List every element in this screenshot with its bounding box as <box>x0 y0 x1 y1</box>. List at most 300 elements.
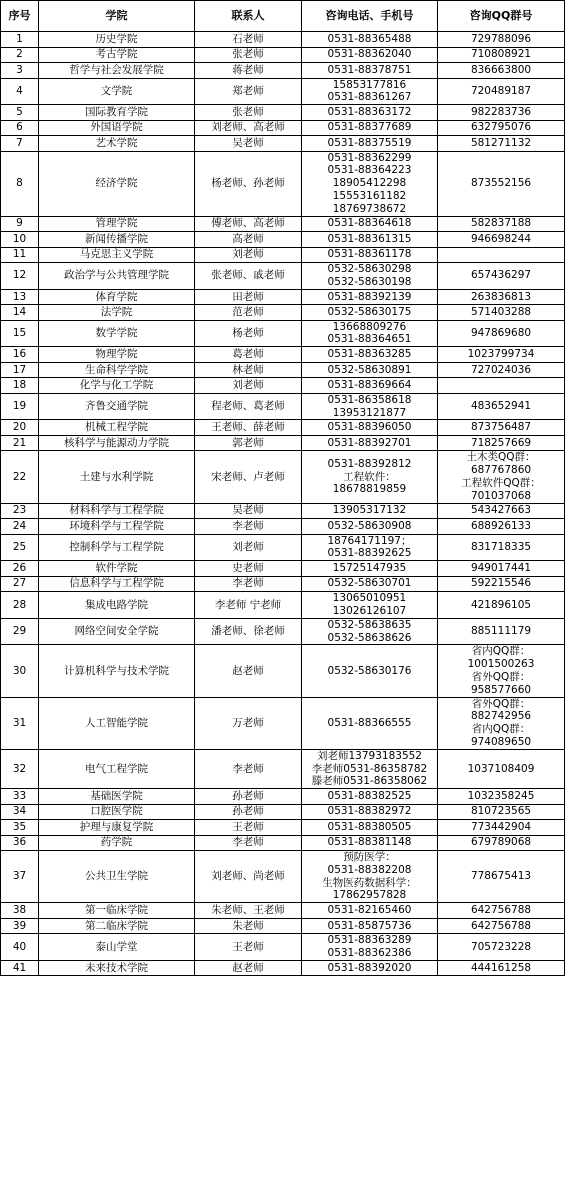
table-row <box>1 534 565 561</box>
contact-person: 万老师 <box>195 697 302 749</box>
contact-person: 宋老师、卢老师 <box>195 451 302 503</box>
qq-cell-line: 705723228 <box>470 940 532 953</box>
row-number: 23 <box>1 503 39 519</box>
college-name: 泰山学堂 <box>39 934 195 961</box>
contact-person: 李老师 宁老师 <box>195 592 302 619</box>
college-name: 土建与水利学院 <box>39 451 195 503</box>
qq-cell-line: 718257669 <box>470 436 532 449</box>
qq-cell <box>438 820 565 836</box>
contact-person: 刘老师 <box>195 247 302 263</box>
header-row <box>1 1 565 32</box>
qq-cell-line: 省内QQ群： <box>471 645 531 658</box>
row-number: 39 <box>1 918 39 934</box>
phone-cell-line: 0531-88362299 <box>327 151 412 164</box>
contact-person: 赵老师 <box>195 960 302 976</box>
phone-cell-line: 0531-88396050 <box>327 421 412 434</box>
contact-person: 李老师 <box>195 519 302 535</box>
qq-cell <box>438 576 565 592</box>
contact-person: 石老师 <box>195 32 302 48</box>
qq-cell-line: 483652941 <box>470 400 532 413</box>
row-number: 19 <box>1 393 39 420</box>
phone-cell <box>302 136 438 152</box>
phone-cell-line: 李老师0531-86358782 <box>311 762 428 775</box>
qq-cell <box>438 903 565 919</box>
qq-cell <box>438 789 565 805</box>
qq-cell-line: 873552156 <box>470 177 532 190</box>
qq-cell-line: 946698244 <box>470 232 532 245</box>
college-name: 未来技术学院 <box>39 960 195 976</box>
phone-cell <box>302 263 438 290</box>
qq-cell-line: 882742956 <box>470 710 532 723</box>
college-name: 数学学院 <box>39 320 195 347</box>
college-name: 药学院 <box>39 835 195 851</box>
qq-cell-line: 773442904 <box>470 820 532 833</box>
phone-cell-line: 0531-88362386 <box>327 947 412 960</box>
phone-cell-line: 0532-58638635 <box>327 618 412 631</box>
college-name: 文学院 <box>39 78 195 105</box>
phone-cell-line: 0531-88382525 <box>327 789 412 802</box>
college-name: 外国语学院 <box>39 120 195 136</box>
qq-cell <box>438 592 565 619</box>
qq-cell <box>438 393 565 420</box>
college-name: 软件学院 <box>39 561 195 577</box>
qq-cell-line: 581271132 <box>470 136 532 149</box>
college-name: 基础医学院 <box>39 789 195 805</box>
phone-cell-line: 预防医学： <box>343 851 396 864</box>
phone-cell <box>302 592 438 619</box>
phone-cell-line: 0531-88381148 <box>327 836 412 849</box>
phone-cell <box>302 232 438 248</box>
college-name: 马克思主义学院 <box>39 247 195 263</box>
qq-cell <box>438 305 565 321</box>
table-row <box>1 592 565 619</box>
phone-cell <box>302 851 438 903</box>
qq-cell-line: 263836813 <box>470 290 532 303</box>
row-number: 10 <box>1 232 39 248</box>
qq-cell <box>438 378 565 394</box>
phone-cell <box>302 63 438 79</box>
row-number: 20 <box>1 420 39 436</box>
table-row <box>1 851 565 903</box>
phone-cell-line: 0531-88392701 <box>327 436 412 449</box>
college-name: 化学与化工学院 <box>39 378 195 394</box>
qq-cell <box>438 136 565 152</box>
phone-cell <box>302 393 438 420</box>
college-name: 计算机科学与技术学院 <box>39 645 195 697</box>
phone-cell-line: 0531-85875736 <box>327 919 412 932</box>
qq-cell-line: 421896105 <box>470 598 532 611</box>
qq-cell <box>438 451 565 503</box>
qq-cell-line: 1032358245 <box>467 789 535 802</box>
contact-person: 史老师 <box>195 561 302 577</box>
contact-person: 张老师 <box>195 47 302 63</box>
phone-cell-line: 0531-88392139 <box>327 290 412 303</box>
qq-cell-line: 810723565 <box>470 805 532 818</box>
table-row <box>1 362 565 378</box>
college-name: 集成电路学院 <box>39 592 195 619</box>
qq-cell <box>438 320 565 347</box>
row-number: 28 <box>1 592 39 619</box>
row-number: 24 <box>1 519 39 535</box>
contact-person: 张老师 <box>195 105 302 121</box>
phone-cell <box>302 420 438 436</box>
table-row <box>1 903 565 919</box>
row-number: 37 <box>1 851 39 903</box>
row-number: 33 <box>1 789 39 805</box>
phone-cell <box>302 289 438 305</box>
college-name: 网络空间安全学院 <box>39 618 195 645</box>
row-number: 15 <box>1 320 39 347</box>
phone-cell <box>302 32 438 48</box>
table-row <box>1 247 565 263</box>
row-number: 3 <box>1 63 39 79</box>
qq-cell <box>438 561 565 577</box>
college-name: 哲学与社会发展学院 <box>39 63 195 79</box>
row-number: 8 <box>1 151 39 216</box>
contact-person: 林老师 <box>195 362 302 378</box>
phone-cell-line: 13953121877 <box>332 406 407 419</box>
qq-cell-line: 720489187 <box>470 84 532 97</box>
row-number: 12 <box>1 263 39 290</box>
qq-cell <box>438 960 565 976</box>
phone-cell <box>302 561 438 577</box>
phone-cell-line: 0531-88382208 <box>327 863 412 876</box>
table-row <box>1 960 565 976</box>
phone-cell-line: 18764171197； <box>327 534 412 547</box>
phone-cell <box>302 305 438 321</box>
college-name: 管理学院 <box>39 216 195 232</box>
phone-cell-line: 18678819859 <box>332 483 407 496</box>
header-phone: 咨询电话、手机号 <box>302 1 438 32</box>
qq-cell-line: 543427663 <box>470 504 532 517</box>
phone-cell-line: 0532-58638626 <box>327 631 412 644</box>
phone-cell-line: 0531-88369664 <box>327 379 412 392</box>
row-number: 7 <box>1 136 39 152</box>
contact-person: 潘老师、徐老师 <box>195 618 302 645</box>
qq-cell-line: 679789068 <box>470 836 532 849</box>
college-name: 法学院 <box>39 305 195 321</box>
phone-cell <box>302 618 438 645</box>
phone-cell <box>302 820 438 836</box>
contact-person: 田老师 <box>195 289 302 305</box>
qq-cell-line: 687767860 <box>470 464 532 477</box>
contact-person: 孙老师 <box>195 804 302 820</box>
qq-cell-line: 836663800 <box>470 63 532 76</box>
phone-cell <box>302 576 438 592</box>
phone-cell-line: 15853177816 <box>332 78 407 91</box>
table-row <box>1 918 565 934</box>
qq-cell <box>438 618 565 645</box>
contact-person: 张老师、戚老师 <box>195 263 302 290</box>
college-name: 护理与康复学院 <box>39 820 195 836</box>
row-number: 6 <box>1 120 39 136</box>
contact-person: 刘老师 <box>195 534 302 561</box>
contact-person: 高老师 <box>195 232 302 248</box>
table-row <box>1 151 565 216</box>
qq-cell <box>438 534 565 561</box>
row-number: 17 <box>1 362 39 378</box>
header-college: 学院 <box>39 1 195 32</box>
row-number: 14 <box>1 305 39 321</box>
table-row <box>1 645 565 697</box>
contact-person: 刘老师 <box>195 378 302 394</box>
table-row <box>1 435 565 451</box>
phone-cell-line: 0531-88361315 <box>327 232 412 245</box>
qq-cell <box>438 420 565 436</box>
qq-cell <box>438 435 565 451</box>
phone-cell-line: 15725147935 <box>332 561 407 574</box>
college-name: 控制科学与工程学院 <box>39 534 195 561</box>
phone-cell <box>302 247 438 263</box>
phone-cell <box>302 151 438 216</box>
row-number: 9 <box>1 216 39 232</box>
qq-cell-line: 873756487 <box>470 421 532 434</box>
row-number: 16 <box>1 347 39 363</box>
college-name: 口腔医学院 <box>39 804 195 820</box>
header-contact: 联系人 <box>195 1 302 32</box>
college-name: 历史学院 <box>39 32 195 48</box>
table-row <box>1 347 565 363</box>
contact-person: 王老师、薛老师 <box>195 420 302 436</box>
college-name: 经济学院 <box>39 151 195 216</box>
table-row <box>1 820 565 836</box>
phone-cell <box>302 120 438 136</box>
phone-cell-line: 0532-58630175 <box>327 306 412 319</box>
table-row <box>1 232 565 248</box>
qq-cell <box>438 749 565 788</box>
qq-cell <box>438 232 565 248</box>
contact-person: 郑老师 <box>195 78 302 105</box>
table-row <box>1 120 565 136</box>
phone-cell-line: 0531-88365488 <box>327 32 412 45</box>
row-number: 22 <box>1 451 39 503</box>
header-no: 序号 <box>1 1 39 32</box>
table-row <box>1 32 565 48</box>
qq-cell <box>438 105 565 121</box>
contact-person: 蒋老师 <box>195 63 302 79</box>
table-row <box>1 804 565 820</box>
qq-cell-line: 778675413 <box>470 870 532 883</box>
qq-cell <box>438 503 565 519</box>
header-qq: 咨询QQ群号 <box>438 1 565 32</box>
phone-cell-line: 0531-88377689 <box>327 121 412 134</box>
phone-cell-line: 0531-88361267 <box>327 91 412 104</box>
college-name: 信息科学与工程学院 <box>39 576 195 592</box>
college-name: 机械工程学院 <box>39 420 195 436</box>
phone-cell-line: 18769738672 <box>332 202 407 215</box>
table-row <box>1 697 565 749</box>
phone-cell <box>302 105 438 121</box>
row-number: 34 <box>1 804 39 820</box>
qq-cell-line: 885111179 <box>470 625 532 638</box>
qq-cell-line: 949017441 <box>470 561 532 574</box>
phone-cell <box>302 960 438 976</box>
qq-cell-line: 1037108409 <box>467 762 535 775</box>
row-number: 18 <box>1 378 39 394</box>
qq-cell <box>438 47 565 63</box>
contact-person: 朱老师 <box>195 918 302 934</box>
phone-cell-line: 0532-58630176 <box>327 664 412 677</box>
qq-cell <box>438 289 565 305</box>
contact-person: 李老师 <box>195 749 302 788</box>
phone-cell-line: 13065010951 <box>332 592 407 605</box>
phone-cell-line: 0531-88375519 <box>327 136 412 149</box>
row-number: 32 <box>1 749 39 788</box>
phone-cell-line: 生物医药数据科学： <box>322 876 417 889</box>
phone-cell-line: 0531-86358618 <box>327 393 412 406</box>
row-number: 35 <box>1 820 39 836</box>
qq-cell <box>438 918 565 934</box>
phone-cell-line: 0531-88363172 <box>327 105 412 118</box>
phone-cell <box>302 362 438 378</box>
phone-cell-line: 13905317132 <box>332 504 407 517</box>
qq-cell-line: 632795076 <box>470 121 532 134</box>
phone-cell-line: 0531-88364223 <box>327 164 412 177</box>
college-name: 考古学院 <box>39 47 195 63</box>
contact-person: 王老师 <box>195 820 302 836</box>
row-number: 26 <box>1 561 39 577</box>
college-name: 艺术学院 <box>39 136 195 152</box>
row-number: 31 <box>1 697 39 749</box>
qq-cell <box>438 63 565 79</box>
contact-person: 孙老师 <box>195 789 302 805</box>
phone-cell-line: 0531-88361178 <box>327 248 412 261</box>
row-number: 21 <box>1 435 39 451</box>
qq-cell <box>438 804 565 820</box>
phone-cell-line: 13026126107 <box>332 604 407 617</box>
qq-cell <box>438 216 565 232</box>
phone-cell-line: 0531-88364651 <box>327 333 412 346</box>
table-row <box>1 393 565 420</box>
phone-cell <box>302 503 438 519</box>
qq-cell-line: 642756788 <box>470 919 532 932</box>
qq-cell-line: 工程软件QQ群： <box>461 476 541 489</box>
college-name: 齐鲁交通学院 <box>39 393 195 420</box>
row-number: 5 <box>1 105 39 121</box>
qq-cell-line: 701037068 <box>470 489 532 502</box>
qq-cell <box>438 347 565 363</box>
row-number: 25 <box>1 534 39 561</box>
row-number: 40 <box>1 934 39 961</box>
table-row <box>1 78 565 105</box>
phone-cell-line: 滕老师0531-86358062 <box>311 775 428 788</box>
phone-cell <box>302 789 438 805</box>
table-row <box>1 451 565 503</box>
table-row <box>1 105 565 121</box>
phone-cell <box>302 534 438 561</box>
phone-cell <box>302 804 438 820</box>
row-number: 13 <box>1 289 39 305</box>
phone-cell <box>302 347 438 363</box>
phone-cell-line: 工程软件： <box>343 470 396 483</box>
table-row <box>1 136 565 152</box>
qq-cell-line: 省内QQ群： <box>471 723 531 736</box>
college-name: 核科学与能源动力学院 <box>39 435 195 451</box>
phone-cell-line: 18905412298 <box>332 177 407 190</box>
table-row <box>1 503 565 519</box>
row-number: 30 <box>1 645 39 697</box>
contact-person: 刘老师、高老师 <box>195 120 302 136</box>
qq-cell-line: 582837188 <box>470 217 532 230</box>
phone-cell-line: 0532-58630701 <box>327 577 412 590</box>
phone-cell <box>302 320 438 347</box>
contact-person: 郭老师 <box>195 435 302 451</box>
phone-cell-line: 0531-88392812 <box>327 457 412 470</box>
table-row <box>1 47 565 63</box>
contact-person: 王老师 <box>195 934 302 961</box>
contact-person: 吴老师 <box>195 136 302 152</box>
contact-person: 朱老师、王老师 <box>195 903 302 919</box>
phone-cell-line: 0531-88363289 <box>327 934 412 947</box>
qq-cell <box>438 645 565 697</box>
qq-cell-line: 省外QQ群： <box>471 670 531 683</box>
college-name: 公共卫生学院 <box>39 851 195 903</box>
row-number: 4 <box>1 78 39 105</box>
table-row <box>1 618 565 645</box>
college-name: 国际教育学院 <box>39 105 195 121</box>
phone-cell-line: 0531-88364618 <box>327 217 412 230</box>
qq-cell-line: 592215546 <box>470 577 532 590</box>
table-row <box>1 216 565 232</box>
qq-cell <box>438 120 565 136</box>
table-row <box>1 305 565 321</box>
phone-cell-line: 0532-58630891 <box>327 363 412 376</box>
table-row <box>1 420 565 436</box>
row-number: 11 <box>1 247 39 263</box>
phone-cell-line: 0531-88362040 <box>327 48 412 61</box>
qq-cell <box>438 362 565 378</box>
phone-cell-line: 0531-88382972 <box>327 805 412 818</box>
table-row <box>1 63 565 79</box>
contact-person: 傅老师、高老师 <box>195 216 302 232</box>
qq-cell-line: 727024036 <box>470 363 532 376</box>
table-row <box>1 561 565 577</box>
phone-cell <box>302 519 438 535</box>
qq-cell <box>438 151 565 216</box>
table-row <box>1 576 565 592</box>
contact-person: 赵老师 <box>195 645 302 697</box>
qq-cell <box>438 247 565 263</box>
qq-cell <box>438 32 565 48</box>
row-number: 29 <box>1 618 39 645</box>
table-row <box>1 835 565 851</box>
qq-cell <box>438 519 565 535</box>
phone-cell <box>302 749 438 788</box>
phone-cell-line: 0531-82165460 <box>327 904 412 917</box>
contact-person: 杨老师 <box>195 320 302 347</box>
qq-cell <box>438 78 565 105</box>
college-name: 生命科学学院 <box>39 362 195 378</box>
qq-cell <box>438 835 565 851</box>
table-row <box>1 320 565 347</box>
qq-cell <box>438 263 565 290</box>
qq-cell-line: 958577660 <box>470 683 532 696</box>
phone-cell <box>302 697 438 749</box>
phone-cell-line: 0531-88380505 <box>327 820 412 833</box>
phone-cell <box>302 451 438 503</box>
phone-cell <box>302 645 438 697</box>
qq-cell-line: 982283736 <box>470 105 532 118</box>
phone-cell-line: 0532-58630908 <box>327 519 412 532</box>
qq-cell-line: 1023799734 <box>467 348 535 361</box>
phone-cell <box>302 918 438 934</box>
qq-cell-line: 688926133 <box>470 519 532 532</box>
phone-cell <box>302 903 438 919</box>
row-number: 27 <box>1 576 39 592</box>
table-row <box>1 263 565 290</box>
college-name: 第一临床学院 <box>39 903 195 919</box>
qq-cell-line: 947869680 <box>470 327 532 340</box>
